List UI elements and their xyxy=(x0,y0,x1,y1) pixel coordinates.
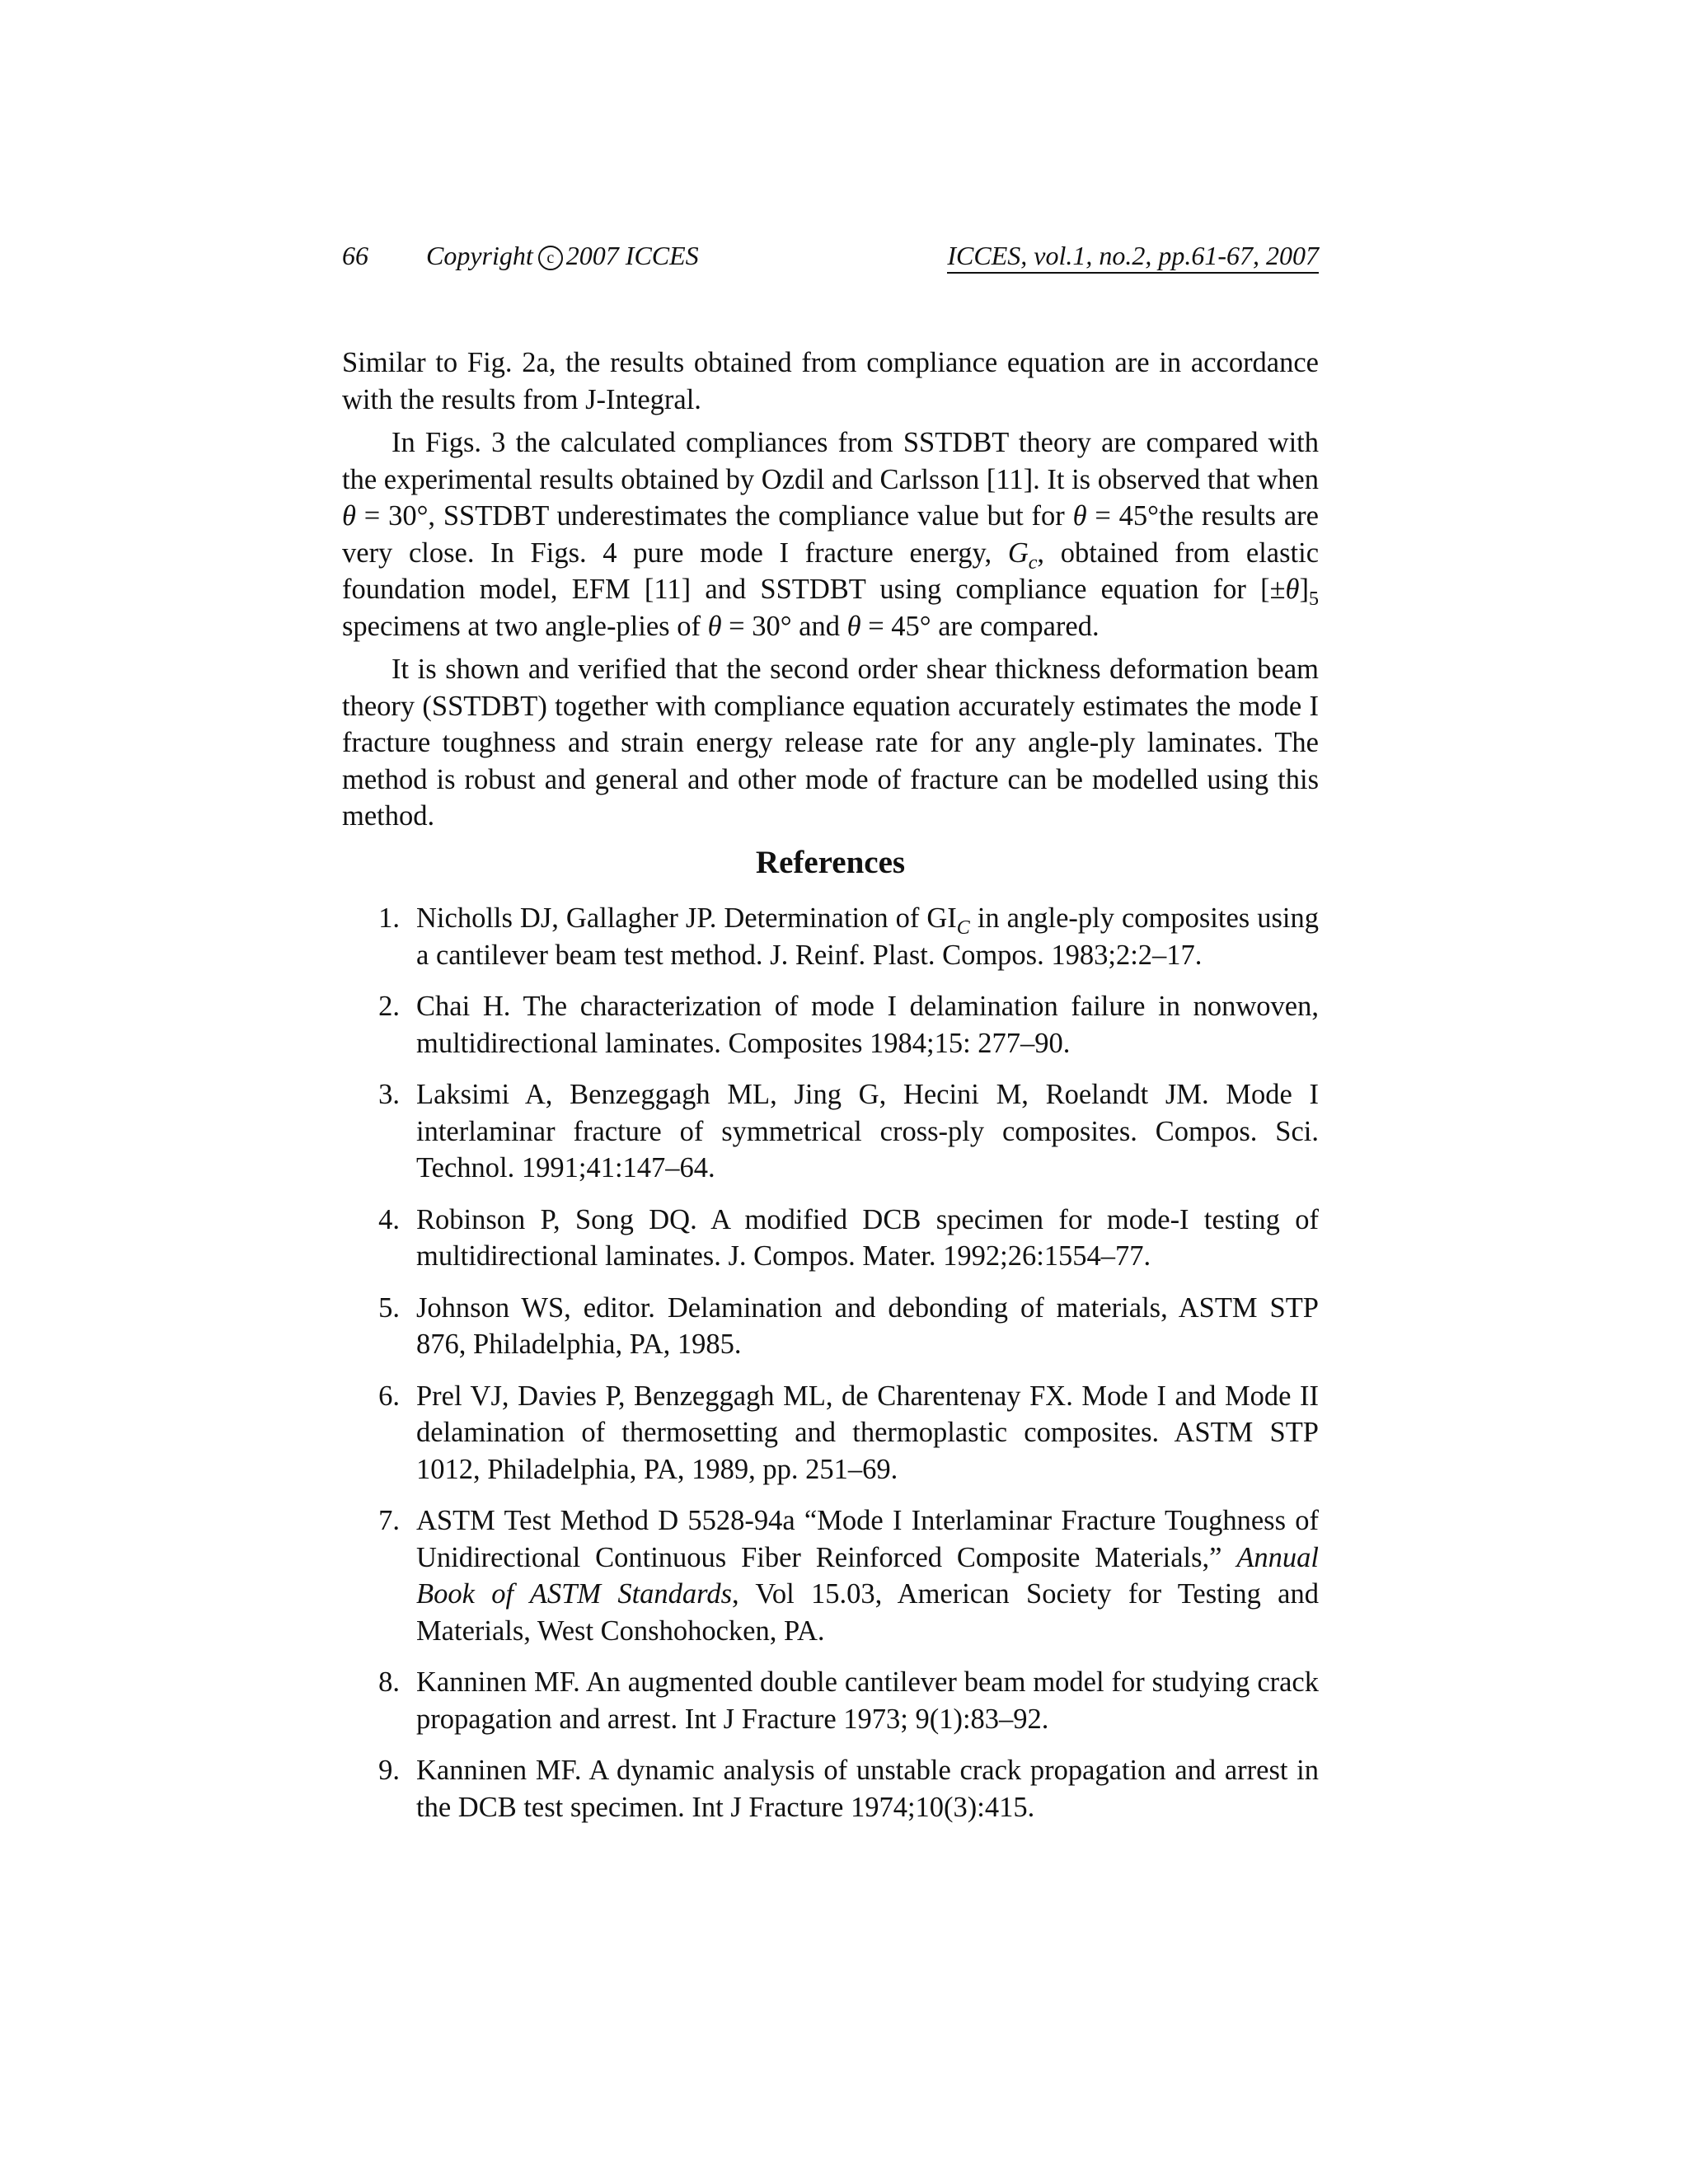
reference-text: Robinson P, Song DQ. A modified DCB specimen for mode-I testing of multidirectional laminates. J. Compos. Mater. 1992;26:1554–77. xyxy=(416,1203,1319,1272)
copyright-notice xyxy=(426,241,699,271)
reference-text-a: ASTM Test Method D 5528-94a “Mode I Interlaminar Fracture Toughness of Unidirectional Continuous Fiber Reinforced Composite Materials,” xyxy=(416,1505,1319,1573)
copyright-year: 2007 ICCES xyxy=(565,241,699,270)
reference-text-b: , Vol 15.03, American Society for Testing and Materials, West Conshohocken, PA. xyxy=(416,1578,1319,1647)
reference-number: 9. xyxy=(378,1755,400,1786)
reference-item xyxy=(342,1378,1319,1488)
reference-item xyxy=(342,988,1319,1062)
theta-symbol: θ xyxy=(707,610,722,642)
layup-subscript: 5 xyxy=(1309,588,1319,610)
theta-symbol: θ xyxy=(846,610,861,642)
body-text xyxy=(342,344,1319,841)
p2-text-d: , obtained from elastic foundation model, EFM [11] and SSTDBT using compliance equation for [± xyxy=(342,537,1320,605)
p2-text-b: = 30°, SSTDBT underestimates the compliance value but for xyxy=(355,500,1073,532)
reference-item xyxy=(342,1076,1319,1187)
theta-symbol: θ xyxy=(1285,574,1300,605)
reference-text: Chai H. The characterization of mode I delamination failure in nonwoven, multidirectional laminates. Composites 1984;15: 277–90. xyxy=(416,991,1319,1059)
p2-text-c: = 45°the results are very close. In Figs. 4 pure mode I fracture energy, xyxy=(342,500,1319,569)
reference-number: 5. xyxy=(378,1291,400,1324)
reference-text-a: Nicholls DJ, Gallagher JP. Determination of GI xyxy=(416,902,957,934)
paragraph-2 xyxy=(342,424,1319,644)
reference-text: Johnson WS, editor. Delamination and debonding of materials, ASTM STP 876, Philadelphia, PA, 1985. xyxy=(416,1291,1319,1360)
reference-number: 4. xyxy=(378,1203,400,1235)
copyright-icon: c xyxy=(538,246,563,270)
p2-text-a: In Figs. 3 the calculated compliances from SSTDBT theory are compared with the experimental results obtained by Ozdil and Carlsson [11]. It is observed that when xyxy=(342,427,1319,495)
paragraph-3: It is shown and verified that the second order shear thickness deformation beam theory (SSTDBT) together with compliance equation accurately estimates the mode I fracture toughness and strain energy release rate for any angle-ply laminates. The method is robust and general and other mode of fracture can be modelled using this method. xyxy=(342,654,1319,832)
theta-symbol: θ xyxy=(1072,500,1087,532)
reference-text-b: in angle-ply composites using a cantilever beam test method. J. Reinf. Plast. Compos. 1983;2:2–17. xyxy=(416,902,1319,971)
reference-item xyxy=(342,1664,1319,1737)
reference-text: Laksimi A, Benzeggagh ML, Jing G, Hecini M, Roelandt JM. Mode I interlaminar fracture of symmetrical cross-ply composites. Compos. Sci. Technol. 1991;41:147–64. xyxy=(416,1079,1319,1183)
p2-text-e: ] xyxy=(1299,574,1309,605)
journal-citation: ICCES, vol.1, no.2, pp.61-67, 2007 xyxy=(947,241,1319,274)
reference-text: Kanninen MF. A dynamic analysis of unstable crack propagation and arrest in the DCB test specimen. Int J Fracture 1974;10(3):415. xyxy=(416,1755,1319,1823)
reference-number: 8. xyxy=(378,1666,400,1698)
reference-item xyxy=(342,900,1319,973)
reference-number: 2. xyxy=(378,991,400,1022)
reference-item xyxy=(342,1752,1319,1825)
reference-subscript: C xyxy=(956,916,970,939)
energy-subscript: c xyxy=(1028,551,1038,574)
reference-item xyxy=(342,1290,1319,1363)
p2-text-f: specimens at two angle-plies of xyxy=(342,610,708,642)
copyright-prefix: Copyright xyxy=(426,241,533,270)
reference-number: 6. xyxy=(378,1380,400,1412)
reference-number: 1. xyxy=(378,902,400,934)
p2-text-g: = 30° and xyxy=(721,610,847,642)
references-heading: References xyxy=(755,845,906,880)
reference-number: 3. xyxy=(378,1079,400,1110)
reference-item xyxy=(342,1202,1319,1275)
reference-text: Prel VJ, Davies P, Benzeggagh ML, de Charentenay FX. Mode I and Mode II delamination of thermosetting and thermoplastic composites. ASTM STP 1012, Philadelphia, PA, 1989, pp. 251–69. xyxy=(416,1380,1319,1485)
energy-symbol: G xyxy=(1007,537,1029,569)
running-header xyxy=(342,241,1319,279)
page-number: 66 xyxy=(342,241,368,270)
paragraph-1: Similar to Fig. 2a, the results obtained from compliance equation are in accordance with the results from J-Integral. xyxy=(342,347,1319,415)
reference-text: Kanninen MF. An augmented double cantilever beam model for studying crack propagation and arrest. Int J Fracture 1973; 9(1):83–92. xyxy=(416,1666,1319,1735)
theta-symbol: θ xyxy=(342,500,356,532)
reference-list xyxy=(342,900,1319,1840)
reference-number: 7. xyxy=(378,1505,400,1536)
reference-item xyxy=(342,1502,1319,1649)
reference-italic-title: Annual Book of ASTM Standards xyxy=(416,1541,1319,1610)
p2-text-h: = 45° are compared. xyxy=(860,610,1100,642)
